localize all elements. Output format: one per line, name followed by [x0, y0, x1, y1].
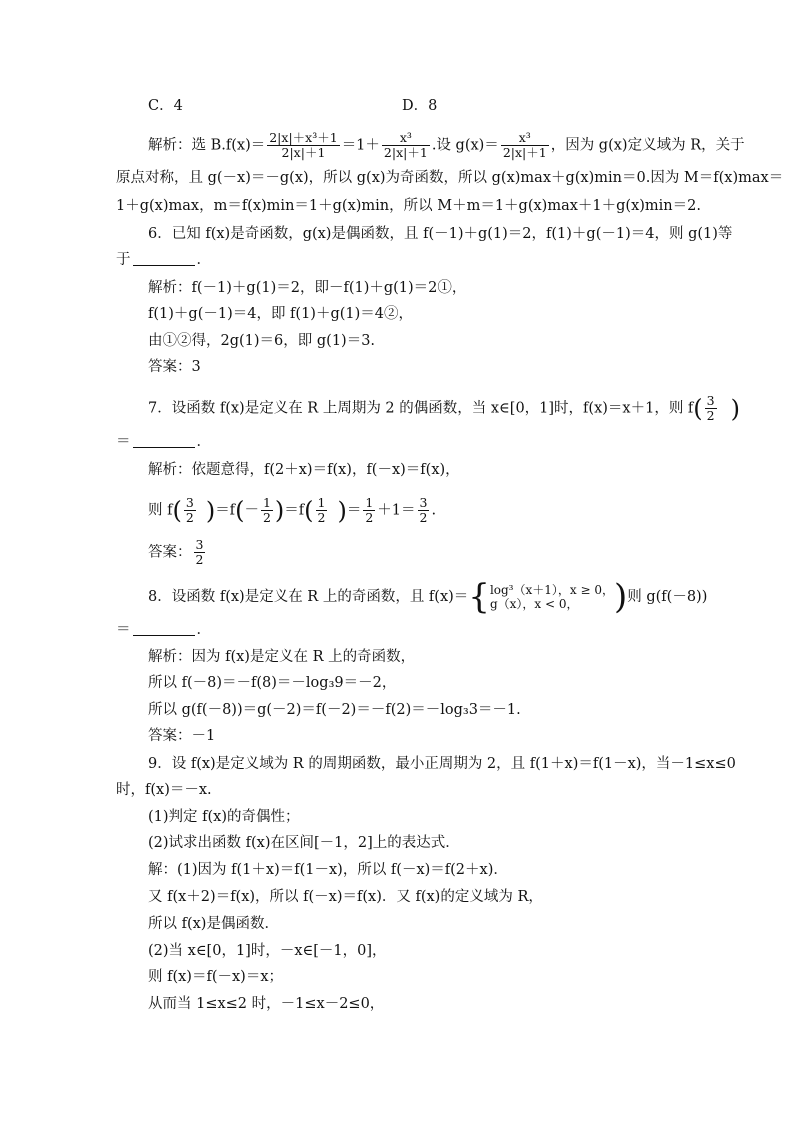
q9-stem: 9．设 f(x)是定义域为 R 的周期函数，最小正周期为 2，且 f(1＋x)＝f(1－x)，当－1≤x≤0 [148, 756, 736, 772]
q6-stem-line2: 于 ． [116, 252, 211, 268]
fraction: $\frac{\text{x³}}{2|x|+1}$ [383, 130, 428, 160]
q6-solution-line3: 由①②得，2g(1)＝6，即 g(1)＝3. [148, 333, 376, 349]
q7-answer: 答案： $\frac{3}{2}$ [148, 537, 204, 567]
q9-solution-line5: 则 f(x)＝f(－x)＝x； [148, 969, 284, 985]
q7-solution-line2: 则 f( $\frac{3}{2}$ )＝f(－ $\frac{1}{2}$ )＝f( $\frac{1}{2}$ )＝ $\frac{1}{2}$ ＋1＝ $\frac{3}{2}$ . [148, 495, 437, 525]
q9-solution-line1: 解：(1)因为 f(1＋x)＝f(1－x)，所以 f(－x)＝f(2＋x)． [148, 862, 508, 878]
piecewise-cases: log³（x＋1），x ≥ 0， g（x），x < 0， [489, 583, 614, 611]
brace-open: { [468, 577, 490, 617]
q5-solution-line1: 解析：选 B.f(x)＝ $\frac{\text{2|x|＋x³＋1}}{2|x|+1}$ ＝1＋ $\frac{\text{x³}}{2|x|+1}$ .设 g(x)＝ $\frac{\text{x³}}{2|x|+1}$ ，因为 g(x)定义域为 R，关于 [148, 130, 745, 160]
q7-stem: 7．设函数 f(x)是定义在 R 上周期为 2 的偶函数，当 x∈[0，1]时，f(x)＝x＋1，则 f( $\frac{3}{2}$ ) [148, 393, 740, 423]
answer-blank [133, 251, 195, 266]
fraction: $\frac{3}{2}$ [195, 537, 204, 567]
q8-stem: 8．设函数 f(x)是定义在 R 上的奇函数，且 f(x)＝{ log³（x＋1），x ≥ 0， g（x），x < 0， )则 g(f(－8)) [148, 577, 708, 617]
paren-close: ) [730, 394, 740, 423]
q8-solution-line3: 所以 g(f(－8))＝g(－2)＝f(－2)＝－f(2)＝－log₃3＝－1. [148, 702, 521, 718]
q6-answer: 答案：3 [148, 359, 201, 375]
q9-solution-line2: 又 f(x＋2)＝f(x)，所以 f(－x)＝f(x)．又 f(x)的定义域为 R， [148, 889, 543, 905]
fraction: $\frac{1}{2}$ [317, 495, 326, 525]
fraction: $\frac{3}{2}$ [185, 495, 194, 525]
q5-solution-line2: 原点对称，且 g(－x)＝－g(x)，所以 g(x)为奇函数，所以 g(x)max＋g(x)min＝0.因为 M＝f(x)max＝ [116, 170, 784, 186]
q6-solution-line2: f(1)＋g(－1)＝4，即 f(1)＋g(1)＝4②， [148, 306, 414, 322]
q9-solution-line3: 所以 f(x)是偶函数． [148, 916, 279, 932]
fraction: $\frac{1}{2}$ [365, 495, 374, 525]
q7-solution-line1: 解析：依题意得，f(2＋x)＝f(x)，f(－x)＝f(x)， [148, 462, 460, 478]
q9-solution-line4: (2)当 x∈[0，1]时，－x∈[－1，0]， [148, 943, 387, 959]
q8-answer: 答案：－1 [148, 728, 216, 744]
fraction: $\frac{3}{2}$ [706, 393, 715, 423]
q6-stem: 6．已知 f(x)是奇函数，g(x)是偶函数，且 f(－1)＋g(1)＝2，f(1)＋g(－1)＝4，则 g(1)等 [148, 226, 733, 242]
q9-solution-line6: 从而当 1≤x≤2 时，－1≤x－2≤0， [148, 996, 385, 1012]
fraction: $\frac{\text{x³}}{2|x|+1}$ [502, 130, 547, 160]
answer-blank [133, 621, 195, 636]
fraction: $\frac{\text{2|x|＋x³＋1}}{2|x|+1}$ [269, 130, 338, 160]
option-c: C．4 [148, 98, 183, 114]
option-d: D．8 [402, 98, 438, 114]
fraction: $\frac{3}{2}$ [419, 495, 428, 525]
fraction: $\frac{1}{2}$ [262, 495, 271, 525]
answer-blank [133, 433, 195, 448]
q9-part1: (1)判定 f(x)的奇偶性； [148, 809, 300, 825]
q6-solution-line1: 解析：f(－1)＋g(1)＝2，即－f(1)＋g(1)＝2①， [148, 280, 467, 296]
paren-open: ( [693, 394, 703, 423]
q7-stem-line2: ＝ ． [116, 434, 211, 450]
brace-close: ) [613, 577, 628, 617]
q9-stem-line2: 时，f(x)＝－x. [116, 782, 212, 798]
q9-part2: (2)试求出函数 f(x)在区间[－1，2]上的表达式． [148, 835, 460, 851]
q5-solution-line3: 1＋g(x)max，m＝f(x)min＝1＋g(x)min，所以 M＋m＝1＋g(x)max＋1＋g(x)min＝2. [116, 198, 701, 214]
q8-solution-line2: 所以 f(－8)＝－f(8)＝－log₃9＝－2， [148, 675, 397, 691]
q8-stem-line2: ＝ ． [116, 622, 211, 638]
q8-solution-line1: 解析：因为 f(x)是定义在 R 上的奇函数， [148, 649, 416, 665]
